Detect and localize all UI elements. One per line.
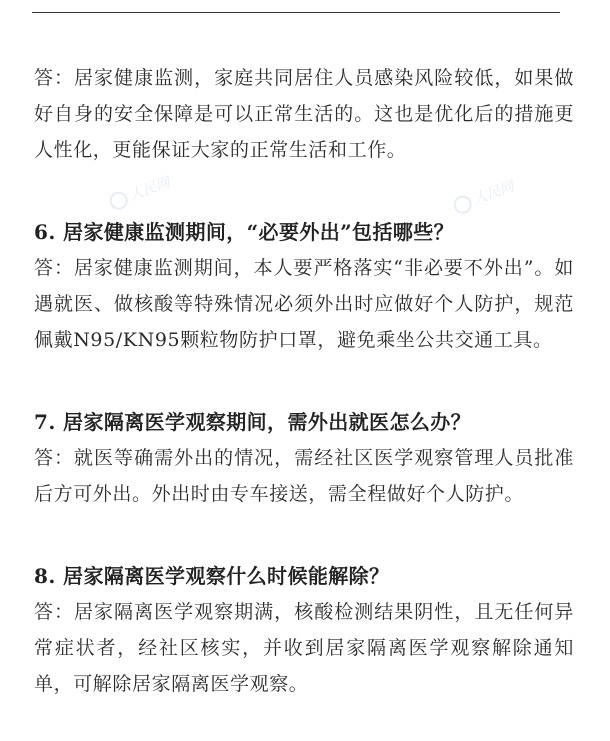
watermark-text: 人民网: [471, 178, 517, 209]
answer-paragraph: 答：居家隔离医学观察期满，核酸检测结果阴性，且无任何异常症状者，经社区核实，并收到居家隔离医学观察解除通知单，可解除居家隔离医学观察。: [34, 601, 574, 695]
question-heading: 6. 居家健康监测期间，“必要外出”包括哪些？: [34, 220, 455, 244]
answer-paragraph: 答：居家健康监测，家庭共同居住人员感染风险较低，如果做好自身的安全保障是可以正常生活的。这也是优化后的措施更人性化，更能保证大家的正常生活和工作。: [34, 67, 574, 161]
answer-paragraph: 答：就医等确需外出的情况，需经社区医学观察管理人员批准后方可外出。外出时由专车接送，需全程做好个人防护。: [34, 447, 574, 505]
answer-paragraph: 答：居家健康监测期间，本人要严格落实“非必要不外出”。如遇就医、做核酸等特殊情况必须外出时应做好个人防护，规范佩戴N95/KN95颗粒物防护口罩，避免乘坐公共交通工具。: [34, 257, 574, 351]
watermark-text: 人民网: [127, 174, 173, 205]
top-divider: [32, 12, 560, 13]
article-body: [34, 60, 574, 702]
question-heading: 8. 居家隔离医学观察什么时候能解除？: [34, 564, 390, 588]
question-heading: 7. 居家隔离医学观察期间，需外出就医怎么办？: [34, 410, 472, 434]
